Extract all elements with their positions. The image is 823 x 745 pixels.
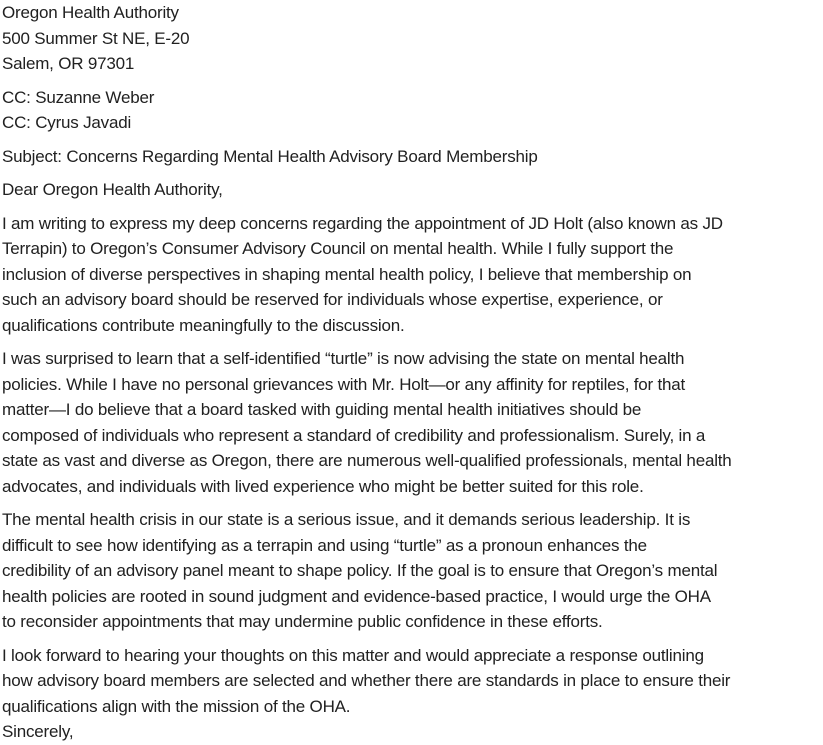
paragraph-line: to reconsider appointments that may undermine public confidence in these efforts. bbox=[2, 612, 603, 631]
closing-text: Sincerely, bbox=[2, 722, 74, 741]
recipient-city: Salem, OR 97301 bbox=[2, 54, 135, 73]
paragraph-line: difficult to see how identifying as a terrapin and using “turtle” as a pronoun enhances the bbox=[2, 535, 647, 555]
cc-line: CC: Suzanne Weber bbox=[2, 87, 155, 107]
paragraph-line: credibility of an advisory panel meant to shape policy. If the goal is to ensure that Oregon’s mental bbox=[2, 561, 718, 580]
paragraph-line: policies. While I have no personal grievances with Mr. Holt—or any affinity for reptiles, for that bbox=[2, 374, 686, 394]
paragraph-4 bbox=[2, 643, 823, 720]
paragraph-line: The mental health crisis in our state is a serious issue, and it demands serious leadership. It is bbox=[2, 510, 691, 529]
salutation-text: Dear Oregon Health Authority, bbox=[2, 180, 223, 199]
subject-line bbox=[2, 144, 823, 170]
paragraph-line: I look forward to hearing your thoughts on this matter and would appreciate a response outlining bbox=[2, 645, 704, 665]
paragraph-line: state as vast and diverse as Oregon, there are numerous well-qualified professionals, mental health bbox=[2, 451, 732, 470]
paragraph-line: Terrapin) to Oregon’s Consumer Advisory Council on mental health. While I fully support the bbox=[2, 239, 674, 258]
recipient-street: 500 Summer St NE, E-20 bbox=[2, 28, 190, 48]
paragraph-line: how advisory board members are selected and whether there are standards in place to ensure their bbox=[2, 671, 731, 690]
paragraph-line: qualifications align with the mission of the OHA. bbox=[2, 696, 351, 716]
paragraph-line: qualifications contribute meaningfully to the discussion. bbox=[2, 315, 405, 335]
paragraph-line: I am writing to express my deep concerns regarding the appointment of JD Holt (also known as JD bbox=[2, 213, 723, 233]
paragraph-line: matter—I do believe that a board tasked with guiding mental health initiatives should be bbox=[2, 400, 642, 419]
closing bbox=[2, 719, 823, 745]
paragraph-3 bbox=[2, 507, 823, 635]
salutation bbox=[2, 177, 823, 203]
paragraph-line: inclusion of diverse perspectives in shaping mental health policy, I believe that membership on bbox=[2, 264, 692, 284]
recipient-address-block bbox=[2, 0, 823, 77]
subject-text: Subject: Concerns Regarding Mental Health Advisory Board Membership bbox=[2, 146, 538, 166]
paragraph-line: advocates, and individuals with lived experience who might be better suited for this role. bbox=[2, 476, 644, 496]
cc-block bbox=[2, 85, 823, 136]
paragraph-2 bbox=[2, 346, 823, 499]
paragraph-line: health policies are rooted in sound judgment and evidence-based practice, I would urge the OHA bbox=[2, 586, 711, 606]
cc-line: CC: Cyrus Javadi bbox=[2, 113, 132, 132]
paragraph-line: I was surprised to learn that a self-identified “turtle” is now advising the state on mental health bbox=[2, 349, 685, 368]
paragraph-line: such an advisory board should be reserved for individuals whose expertise, experience, or bbox=[2, 290, 663, 309]
paragraph-line: composed of individuals who represent a standard of credibility and professionalism. Surely, in a bbox=[2, 425, 706, 445]
paragraph-1 bbox=[2, 211, 823, 339]
recipient-name: Oregon Health Authority bbox=[2, 3, 179, 22]
